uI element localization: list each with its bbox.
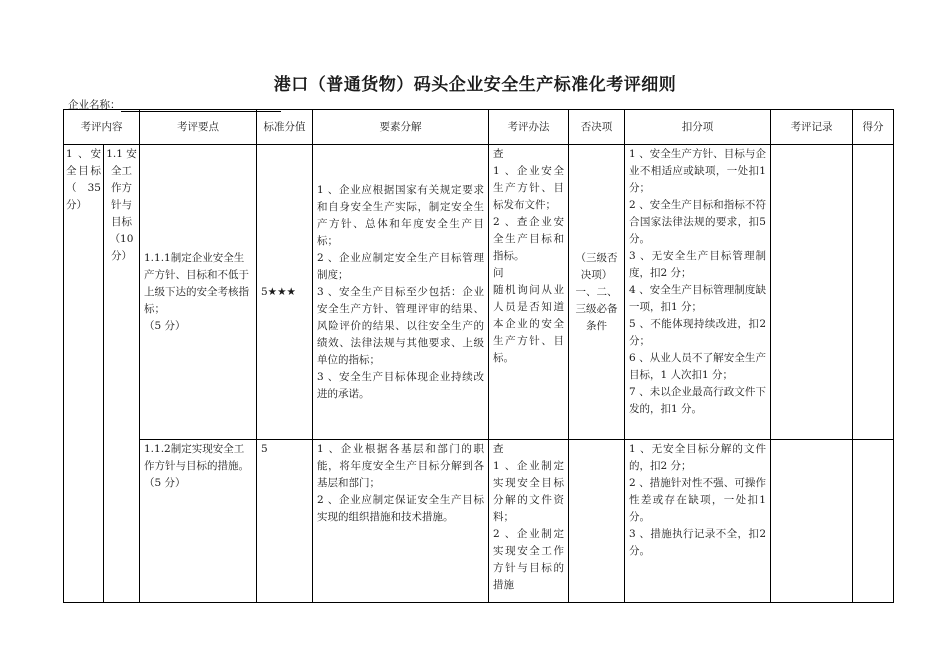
subcategory-cell: 1.1 安全工作方针与目标（10 分） — [104, 145, 140, 603]
point-cell: 1.1.2制定实现安全工作方针与目标的措施。 （5 分） — [140, 440, 257, 603]
document-title: 港口（普通货物）码头企业安全生产标准化考评细则 — [273, 75, 677, 95]
table-header-row — [64, 110, 894, 145]
table-row — [64, 145, 894, 440]
header-method: 考评办法 — [489, 110, 569, 145]
company-name-label: 企业名称： — [68, 99, 121, 111]
elements-cell: 1 、企业根据各基层和部门的职能，将年度安全生产目标分解到各基层和部门； 2 、企业应制定保证安全生产目标实现的组织措施和技术措施。 — [313, 440, 489, 603]
header-content: 考评内容 — [64, 110, 140, 145]
result-cell[interactable] — [853, 145, 894, 440]
score-cell: 5★★★ — [257, 145, 313, 440]
evaluation-table — [63, 109, 894, 603]
record-cell[interactable] — [771, 145, 853, 440]
header-point: 考评要点 — [140, 110, 257, 145]
deductions-cell: 1 、安全生产方针、目标与企业不相适应或缺项，一处扣1 分； 2 、安全生产目标和指标不符合国家法律法规的要求，扣5 分。 3 、无安全生产目标管理制度，扣2 分； 4 、安全生产目标管理制度缺一项，扣1 分； 5 、不能体现持续改进，扣2 分； 6 、从业人员不了解安全生产目标，1 人次扣1 分； 7 、未以企业最高行政文件下发的，扣1 分。 — [625, 145, 771, 440]
header-veto: 否决项 — [569, 110, 625, 145]
method-cell: 查 1 、企业安全生产方针、目标发布文件； 2 、查企业安全生产目标和指标。 问 随机询问从业人员是否知道本企业的安全生产方针、目标。 — [489, 145, 569, 440]
elements-cell: 1 、企业应根据国家有关规定要求和自身安全生产实际，制定安全生产方针、总体和年度安全生产目标； 2 、企业应制定安全生产目标管理制度； 3 、安全生产目标至少包括：企业安全生产方针、管理评审的结果、风险评价的结果、以往安全生产的绩效、法律法规与其他要求、上级单位的指标； 3 、安全生产目标体现企业持续改进的承诺。 — [313, 145, 489, 440]
score-cell: 5 — [257, 440, 313, 603]
point-cell: 1.1.1制定企业安全生产方针、目标和不低于上级下达的安全考核指标； （5 分） — [140, 145, 257, 440]
header-result: 得分 — [853, 110, 894, 145]
category-cell: 1 、安全目标（35 分） — [64, 145, 104, 603]
veto-cell — [569, 440, 625, 603]
header-elements: 要素分解 — [313, 110, 489, 145]
record-cell[interactable] — [771, 440, 853, 603]
method-cell: 查 1 、企业制定实现安全目标分解的文件资料； 2 、企业制定实现安全工作方针与目标的措施 — [489, 440, 569, 603]
veto-cell: （三级否决项）一、二、三级必备条件 — [569, 145, 625, 440]
deductions-cell: 1 、无安全目标分解的文件的，扣2 分； 2 、措施针对性不强、可操作性差或存在缺项，一处扣1 分。 3 、措施执行记录不全，扣2 分。 — [625, 440, 771, 603]
header-deductions: 扣分项 — [625, 110, 771, 145]
header-score: 标准分值 — [257, 110, 313, 145]
table-row — [64, 440, 894, 603]
result-cell[interactable] — [853, 440, 894, 603]
header-record: 考评记录 — [771, 110, 853, 145]
